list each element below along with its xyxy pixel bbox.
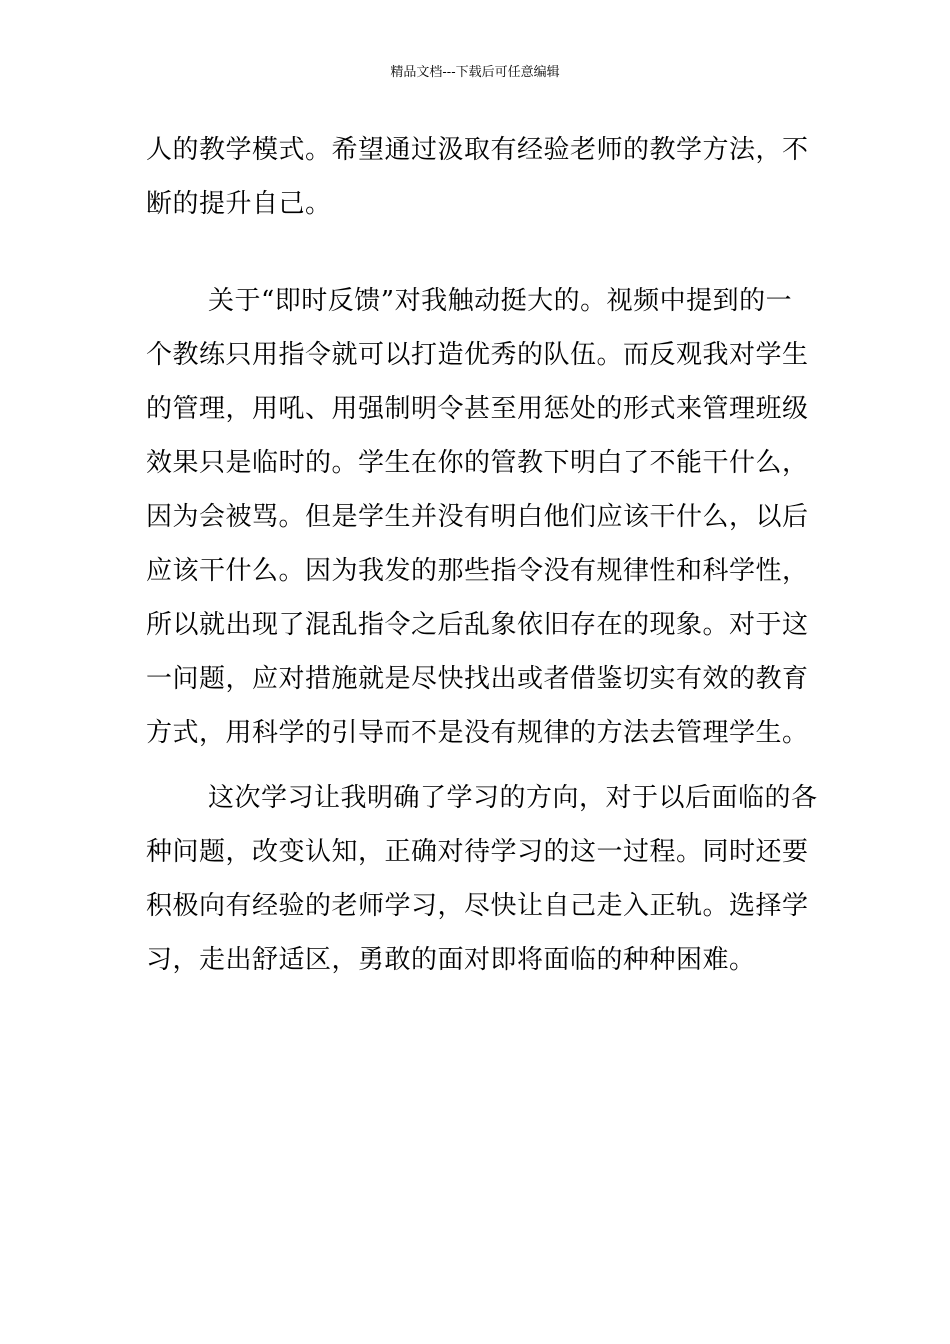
paragraph-line: 这次学习让我明确了学习的方向，对于以后面临的各 [208,783,818,813]
paragraph-line: 个教练只用指令就可以打造优秀的队伍。而反观我对学生 [146,340,809,370]
paragraph-1 [146,123,808,231]
paragraph-line: 断的提升自己。 [146,189,332,219]
paragraph-line: 关于“即时反馈”对我触动挺大的。视频中提到的一 [208,286,793,316]
paragraph-line: 因为会被骂。但是学生并没有明白他们应该干什么，以后 [146,502,809,532]
paragraph-line: 习，走出舒适区，勇敢的面对即将面临的种种困难。 [146,945,756,975]
paragraph-2 [146,274,808,760]
paragraph-line: 的管理，用吼、用强制明令甚至用惩处的形式来管理班级 [146,394,809,424]
paragraph-line: 一问题，应对措施就是尽快找出或者借鉴切实有效的教育 [146,664,809,694]
paragraph-line: 积极向有经验的老师学习，尽快让自己走入正轨。选择学 [146,891,809,921]
paragraph-line: 方式，用科学的引导而不是没有规律的方法去管理学生。 [146,718,809,748]
paragraph-line: 效果只是临时的。学生在你的管教下明白了不能干什么， [146,448,809,478]
paragraph-line: 所以就出现了混乱指令之后乱象依旧存在的现象。对于这 [146,610,809,640]
page-header: 精品文档---下载后可任意编辑 [390,65,560,80]
paragraph-line: 种问题，改变认知，正确对待学习的这一过程。同时还要 [146,837,809,867]
paragraph-line: 应该干什么。因为我发的那些指令没有规律性和科学性， [146,556,809,586]
paragraph-3 [146,771,818,987]
paragraph-line: 人的教学模式。希望通过汲取有经验老师的教学方法，不 [146,135,809,165]
